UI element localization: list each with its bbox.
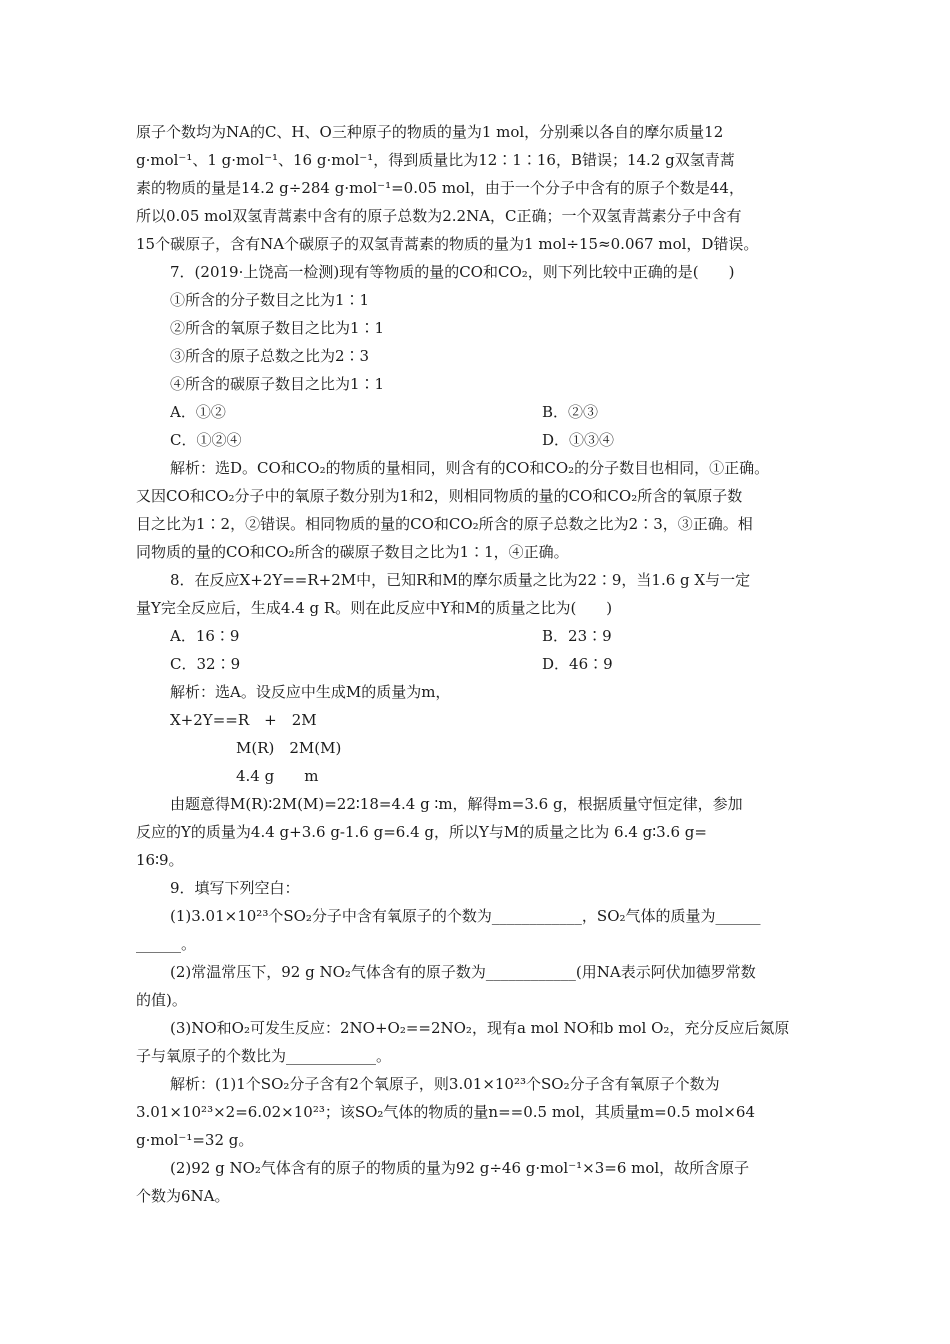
question-9-part-1: (1)3.01×10²³个SO₂分子中含有氧原子的个数为____________，SO₂气体的质量为______ — [170, 907, 761, 925]
equation-molar-row: M(R) 2M(M) — [236, 739, 342, 757]
text-line: 由题意得M(R)∶2M(M)=22∶18=4.4 g ∶m，解得m=3.6 g，根据质量守恒定律，参加 — [170, 795, 743, 813]
option-d: D．①③④ — [542, 431, 615, 449]
question-9: 9．填写下列空白： — [170, 879, 300, 897]
text-line: 目之比为1∶2，②错误。相同物质的量的CO和CO₂所含的原子总数之比为2∶3，③正确。相 — [136, 515, 753, 533]
text-line: g·mol⁻¹、1 g·mol⁻¹、16 g·mol⁻¹，得到质量比为12∶1∶16，B错误；14.2 g双氢青蒿 — [136, 151, 735, 169]
option-c: C．①②④ — [170, 431, 242, 449]
option-b: B．23∶9 — [542, 627, 612, 645]
equation-mass-row: 4.4 g m — [236, 767, 319, 785]
text-line: 的值)。 — [136, 991, 187, 1009]
text-line: 16∶9。 — [136, 851, 184, 869]
text-line: 所以0.05 mol双氢青蒿素中含有的原子总数为2.2NA，C正确；一个双氢青蒿素分子中含有 — [136, 207, 742, 225]
text-line: 同物质的量的CO和CO₂所含的碳原子数目之比为1∶1，④正确。 — [136, 543, 569, 561]
text-line: ______。 — [136, 935, 197, 953]
option-a: A．①② — [170, 403, 226, 421]
text-line: 15个碳原子，含有NA个碳原子的双氢青蒿素的物质的量为1 mol÷15≈0.067 mol，D错误。 — [136, 235, 759, 253]
analysis-9: 解析：(1)1个SO₂分子含有2个氧原子，则3.01×10²³个SO₂分子含有氧原子个数为 — [170, 1075, 720, 1093]
text-line: 素的物质的量是14.2 g÷284 g·mol⁻¹=0.05 mol，由于一个分子中含有的原子个数是44， — [136, 179, 744, 197]
text-line: 原子个数均为NA的C、H、O三种原子的物质的量为1 mol，分别乘以各自的摩尔质量12 — [136, 123, 724, 141]
equation: X+2Y==R + 2M — [170, 711, 317, 729]
option-d: D．46∶9 — [542, 655, 613, 673]
text-line: g·mol⁻¹=32 g。 — [136, 1131, 254, 1149]
text-line: 又因CO和CO₂分子中的氧原子数分别为1和2，则相同物质的量的CO和CO₂所含的氧原子数 — [136, 487, 743, 505]
text-line: 反应的Y的质量为4.4 g+3.6 g-1.6 g=6.4 g，所以Y与M的质量之比为 6.4 g∶3.6 g= — [136, 823, 707, 841]
option-a: A．16∶9 — [170, 627, 240, 645]
statement-1: ①所含的分子数目之比为1∶1 — [170, 291, 370, 309]
analysis-8: 解析：选A。设反应中生成M的质量为m， — [170, 683, 451, 701]
option-b: B．②③ — [542, 403, 599, 421]
analysis-7: 解析：选D。CO和CO₂的物质的量相同，则含有的CO和CO₂的分子数目也相同，①正确。 — [170, 459, 770, 477]
question-7: 7．(2019·上饶高一检测)现有等物质的量的CO和CO₂，则下列比较中正确的是( ) — [170, 263, 735, 281]
text-line: 量Y完全反应后，生成4.4 g R。则在此反应中Y和M的质量之比为( ) — [136, 599, 613, 617]
statement-2: ②所含的氧原子数目之比为1∶1 — [170, 319, 385, 337]
text-line: (2)92 g NO₂气体含有的原子的物质的量为92 g÷46 g·mol⁻¹×3=6 mol，故所含原子 — [170, 1159, 750, 1177]
question-8: 8．在反应X+2Y==R+2M中，已知R和M的摩尔质量之比为22∶9，当1.6 g X与一定 — [170, 571, 751, 589]
statement-4: ④所含的碳原子数目之比为1∶1 — [170, 375, 385, 393]
text-line: 3.01×10²³×2=6.02×10²³；该SO₂气体的物质的量n==0.5 mol，其质量m=0.5 mol×64 — [136, 1103, 756, 1121]
text-line: 子与氧原子的个数比为____________。 — [136, 1047, 392, 1065]
statement-3: ③所含的原子总数之比为2∶3 — [170, 347, 370, 365]
question-9-part-2: (2)常温常压下，92 g NO₂气体含有的原子数为____________(用NA表示阿伏加德罗常数 — [170, 963, 756, 981]
option-c: C．32∶9 — [170, 655, 241, 673]
text-line: 个数为6NA。 — [136, 1187, 230, 1205]
question-9-part-3: (3)NO和O₂可发生反应：2NO+O₂==2NO₂，现有a mol NO和b mol O₂，充分反应后氮原 — [170, 1019, 790, 1037]
